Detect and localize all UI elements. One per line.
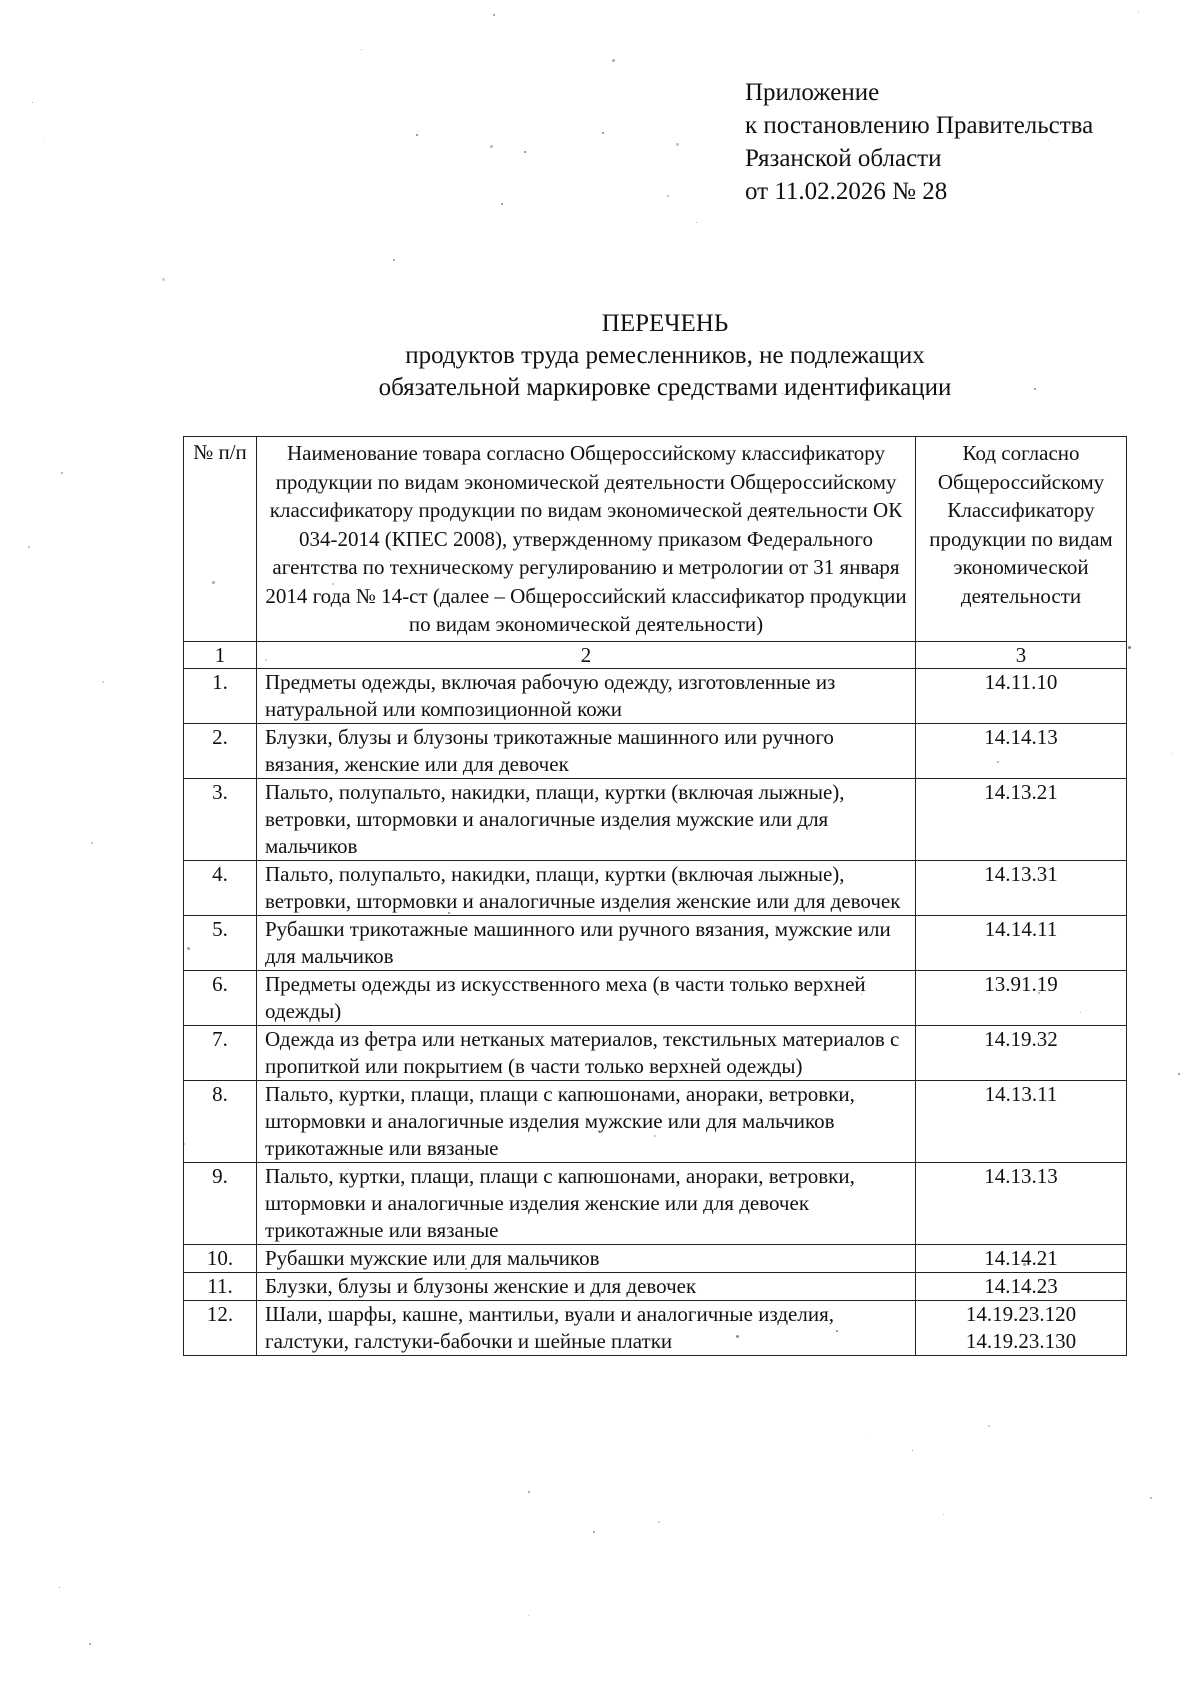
scan-speck [696, 222, 697, 223]
row-code: 14.13.31 [984, 861, 1058, 886]
scan-speck [1178, 1073, 1180, 1075]
row-code-cell [916, 860, 1127, 915]
table-row [184, 860, 1127, 915]
row-number: 7. [184, 1025, 257, 1080]
row-code: 14.19.32 [984, 1026, 1058, 1051]
table-row [184, 778, 1127, 860]
row-code-cell [916, 915, 1127, 970]
column-number-1: 1 [184, 641, 257, 668]
table-body [184, 668, 1127, 1355]
row-product-name: Шали, шарфы, кашне, мантильи, вуали и аналогичные изделия, галстуки, галстуки-бабочки и шейные платки [257, 1300, 916, 1355]
table-row [184, 1080, 1127, 1162]
row-product-name: Предметы одежды, включая рабочую одежду, изготовленные из натуральной или композиционной кожи [257, 668, 916, 723]
row-number: 11. [184, 1272, 257, 1300]
row-number: 12. [184, 1300, 257, 1355]
row-code-cell [916, 778, 1127, 860]
row-code-cell [916, 1272, 1127, 1300]
scan-speck [416, 134, 418, 136]
scan-speck [102, 681, 104, 683]
row-code: 14.11.10 [984, 669, 1058, 694]
table-row [184, 723, 1127, 778]
row-number: 10. [184, 1244, 257, 1272]
row-product-name: Блузки, блузы и блузоны женские и для девочек [257, 1272, 916, 1300]
header-product-name: Наименование товара согласно Общероссийскому классификатору продукции по видам экономической деятельности Общероссийскому классификатору продукции по видам экономической деятельности ОК 034-2014 (КПЕС 2008), утвержденному приказом Федерального агентства по техническому регулированию и метрологии от 31 января 2014 года № 14-ст (далее – Общероссийский классификатор продукции по видам экономической деятельности) [257, 437, 916, 642]
row-product-name: Одежда из фетра или нетканых материалов, текстильных материалов с пропиткой или покрытием (в части только верхней одежды) [257, 1025, 916, 1080]
scan-speck [28, 546, 30, 548]
row-product-name: Пальто, куртки, плащи, плащи с капюшонами, анораки, ветровки, штормовки и аналогичные изделия мужские или для мальчиков трикотажные или вязаные [257, 1080, 916, 1162]
row-code: 14.14.23 [984, 1273, 1058, 1298]
row-product-name: Пальто, куртки, плащи, плащи с капюшонами, анораки, ветровки, штормовки и аналогичные изделия женские или для девочек трикотажные или вязаные [257, 1162, 916, 1244]
row-product-name: Рубашки мужские или для мальчиков [257, 1244, 916, 1272]
row-code: 14.13.13 [984, 1163, 1058, 1188]
scan-speck [91, 842, 93, 844]
scan-speck [1138, 11, 1139, 12]
appendix-block [745, 76, 1093, 208]
table-row [184, 1300, 1127, 1355]
row-number: 6. [184, 970, 257, 1025]
scan-speck [501, 203, 503, 205]
table-header-row [184, 437, 1127, 642]
row-code: 14.13.11 [984, 1081, 1058, 1106]
column-number-2: 2 [257, 641, 916, 668]
row-product-name: Блузки, блузы и блузоны трикотажные машинного или ручного вязания, женские или для девочек [257, 723, 916, 778]
table-row [184, 1025, 1127, 1080]
row-code-cell [916, 1080, 1127, 1162]
scan-speck [528, 1491, 530, 1493]
scan-speck [393, 259, 395, 261]
table-row [184, 1162, 1127, 1244]
row-code-cell [916, 668, 1127, 723]
title-line-3: обязательной маркировке средствами идентификации [378, 374, 952, 401]
row-number: 3. [184, 778, 257, 860]
appendix-line-3: Рязанской области [745, 145, 942, 172]
row-product-name: Пальто, полупальто, накидки, плащи, куртки (включая лыжные), ветровки, штормовки и аналогичные изделия мужские или для мальчиков [257, 778, 916, 860]
products-table [183, 436, 1127, 1356]
appendix-line-1: Приложение [745, 79, 880, 106]
table-row [184, 668, 1127, 723]
row-product-name: Предметы одежды из искусственного меха (в части только верхней одежды) [257, 970, 916, 1025]
scan-speck [866, 1438, 867, 1439]
row-code-cell [916, 970, 1127, 1025]
scan-speck [89, 1643, 91, 1645]
row-code: 14.14.13 [984, 724, 1058, 749]
row-code: 14.19.23.130 [965, 1328, 1077, 1353]
row-code: 14.13.21 [984, 779, 1058, 804]
row-code: 14.14.11 [984, 916, 1058, 941]
column-number-3: 3 [916, 641, 1127, 668]
column-numbers-row [184, 641, 1127, 668]
title-line-2: продуктов труда ремесленников, не подлежащих [405, 342, 925, 369]
row-code-cell [916, 1300, 1127, 1355]
row-number: 4. [184, 860, 257, 915]
scan-speck [32, 102, 33, 103]
scan-speck [602, 132, 604, 134]
scan-speck [490, 145, 493, 148]
scan-speck [528, 1615, 529, 1616]
scan-speck [593, 1531, 595, 1533]
table-row [184, 915, 1127, 970]
scan-speck [1128, 646, 1131, 649]
appendix-line-4: от 11.02.2026 № 28 [745, 178, 948, 205]
row-code-cell [916, 723, 1127, 778]
document-title [170, 308, 1160, 404]
header-code: Код согласно Общероссийскому Классификатору продукции по видам экономической деятельности [916, 437, 1127, 642]
scan-speck [493, 14, 495, 16]
row-number: 9. [184, 1162, 257, 1244]
row-product-name: Пальто, полупальто, накидки, плащи, куртки (включая лыжные), ветровки, штормовки и аналогичные изделия женские или для девочек [257, 860, 916, 915]
table-row [184, 1272, 1127, 1300]
scan-speck [676, 143, 679, 146]
scan-speck [162, 278, 165, 281]
row-code-cell [916, 1162, 1127, 1244]
row-code: 14.14.21 [984, 1245, 1058, 1270]
row-code-cell [916, 1244, 1127, 1272]
scan-speck [658, 1521, 660, 1523]
row-code-cell [916, 1025, 1127, 1080]
scan-speck [988, 1425, 990, 1427]
title-heading: ПЕРЕЧЕНЬ [601, 310, 729, 337]
row-number: 8. [184, 1080, 257, 1162]
scan-speck [912, 1450, 913, 1451]
row-number: 1. [184, 668, 257, 723]
scan-speck [44, 138, 45, 139]
table-row [184, 970, 1127, 1025]
scan-speck [612, 59, 615, 62]
scan-speck [524, 151, 526, 153]
row-code: 13.91.19 [984, 971, 1058, 996]
row-number: 5. [184, 915, 257, 970]
scan-speck [943, 1514, 944, 1515]
scan-speck [59, 1587, 60, 1588]
scan-speck [61, 472, 63, 474]
row-number: 2. [184, 723, 257, 778]
row-product-name: Рубашки трикотажные машинного или ручного вязания, мужские или для мальчиков [257, 915, 916, 970]
scan-speck [1150, 1497, 1152, 1499]
scan-speck [667, 195, 669, 197]
appendix-line-2: к постановлению Правительства [745, 112, 1094, 139]
header-number: № п/п [184, 437, 257, 642]
scan-speck [361, 49, 362, 50]
table-row [184, 1244, 1127, 1272]
row-code: 14.19.23.120 [965, 1301, 1077, 1326]
scan-speck [1172, 753, 1173, 754]
